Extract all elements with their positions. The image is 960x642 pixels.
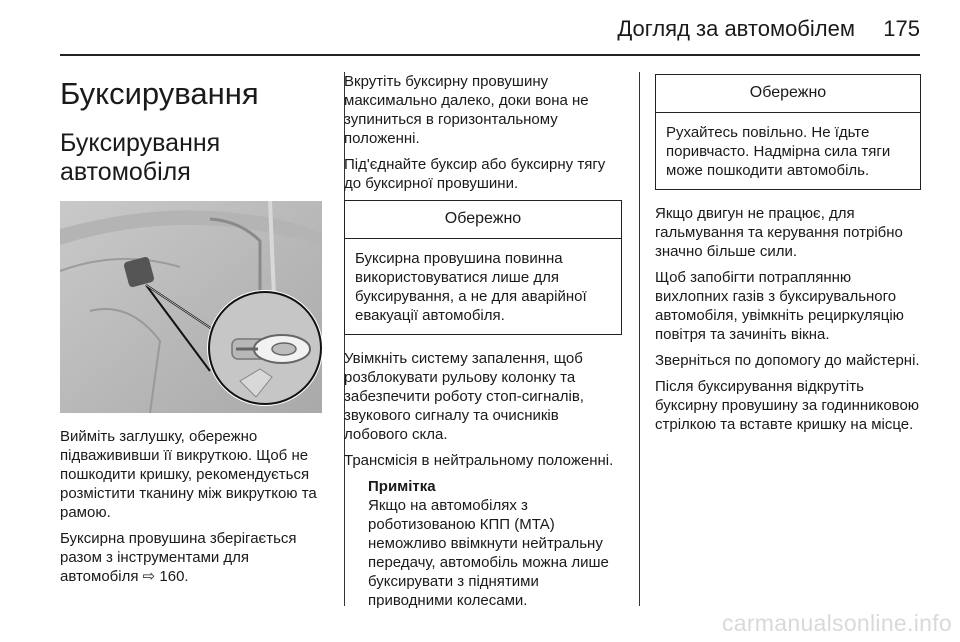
header-title: Догляд за автомобілем xyxy=(617,16,855,41)
tow-eye-figure xyxy=(60,201,322,413)
page-number: 175 xyxy=(883,16,920,41)
warning-text: Буксирна провушина повинна використовуватися лише для буксирування, а не для аварійної евакуації автомобіля. xyxy=(355,250,587,324)
note-box xyxy=(368,477,622,610)
column-3 xyxy=(655,72,921,441)
note-text: Якщо на автомобілях з роботизованою КПП (MTA) неможливо ввімкнути нейтральну передачу, автомобіль можна лише буксирувати з піднятими приводними колесами. xyxy=(368,497,609,609)
warning-text: Рухайтесь повільно. Не їдьте поривчасто. Надмірна сила тяги може пошкодити автомобіль. xyxy=(666,124,891,179)
header-divider xyxy=(60,54,920,56)
warning-box xyxy=(655,74,921,190)
paragraph: Після буксирування відкрутіть буксирну провушину за годинниковою стрілкою та вставте кришку на місце. xyxy=(655,378,920,433)
column-divider-2 xyxy=(639,72,640,606)
column-2 xyxy=(344,72,624,610)
paragraph: Увімкніть систему запалення, щоб розблокувати рульову колонку та забезпечити роботу стоп-сигналів, звукового сигналу та очисників лобового скла. xyxy=(344,350,584,443)
warning-box xyxy=(344,200,622,335)
paragraph: Щоб запобігти потраплянню вихлопних газів з буксирувального автомобіля, увімкніть рециркуляцію повітря та зачиніть вікна. xyxy=(655,269,904,343)
paragraph: Трансмісія в нейтральному положенні. xyxy=(344,452,614,469)
paragraph: Вийміть заглушку, обережно підважививши її викруткою. Щоб не пошкодити кришку, рекомендується розмістити тканину між викруткою та рамою. xyxy=(60,428,317,521)
warning-title: Обережно xyxy=(656,75,920,113)
section-title: Буксирування xyxy=(60,76,259,111)
paragraph: Під'єднайте буксир або буксирну тягу до буксирної провушини. xyxy=(344,156,606,192)
paragraph-reference: Буксирна провушина зберігається разом з інструментами для автомобіля ⇨ 160. xyxy=(60,530,297,585)
column-1 xyxy=(60,72,328,593)
paragraph: Вкрутіть буксирну провушину максимально далеко, доки вона не зупиниться в горизонтальному положенні. xyxy=(344,73,589,147)
tow-eye-illustration-icon xyxy=(60,201,322,413)
note-title: Примітка xyxy=(368,478,436,495)
watermark-logo: carmanualsonline.info xyxy=(721,610,952,636)
paragraph: Якщо двигун не працює, для гальмування та керування потрібно значно більше сили. xyxy=(655,205,903,260)
subsection-title: Буксирування автомобіля xyxy=(60,129,221,186)
warning-title: Обережно xyxy=(345,201,621,239)
paragraph: Зверніться по допомогу до майстерні. xyxy=(655,352,920,369)
